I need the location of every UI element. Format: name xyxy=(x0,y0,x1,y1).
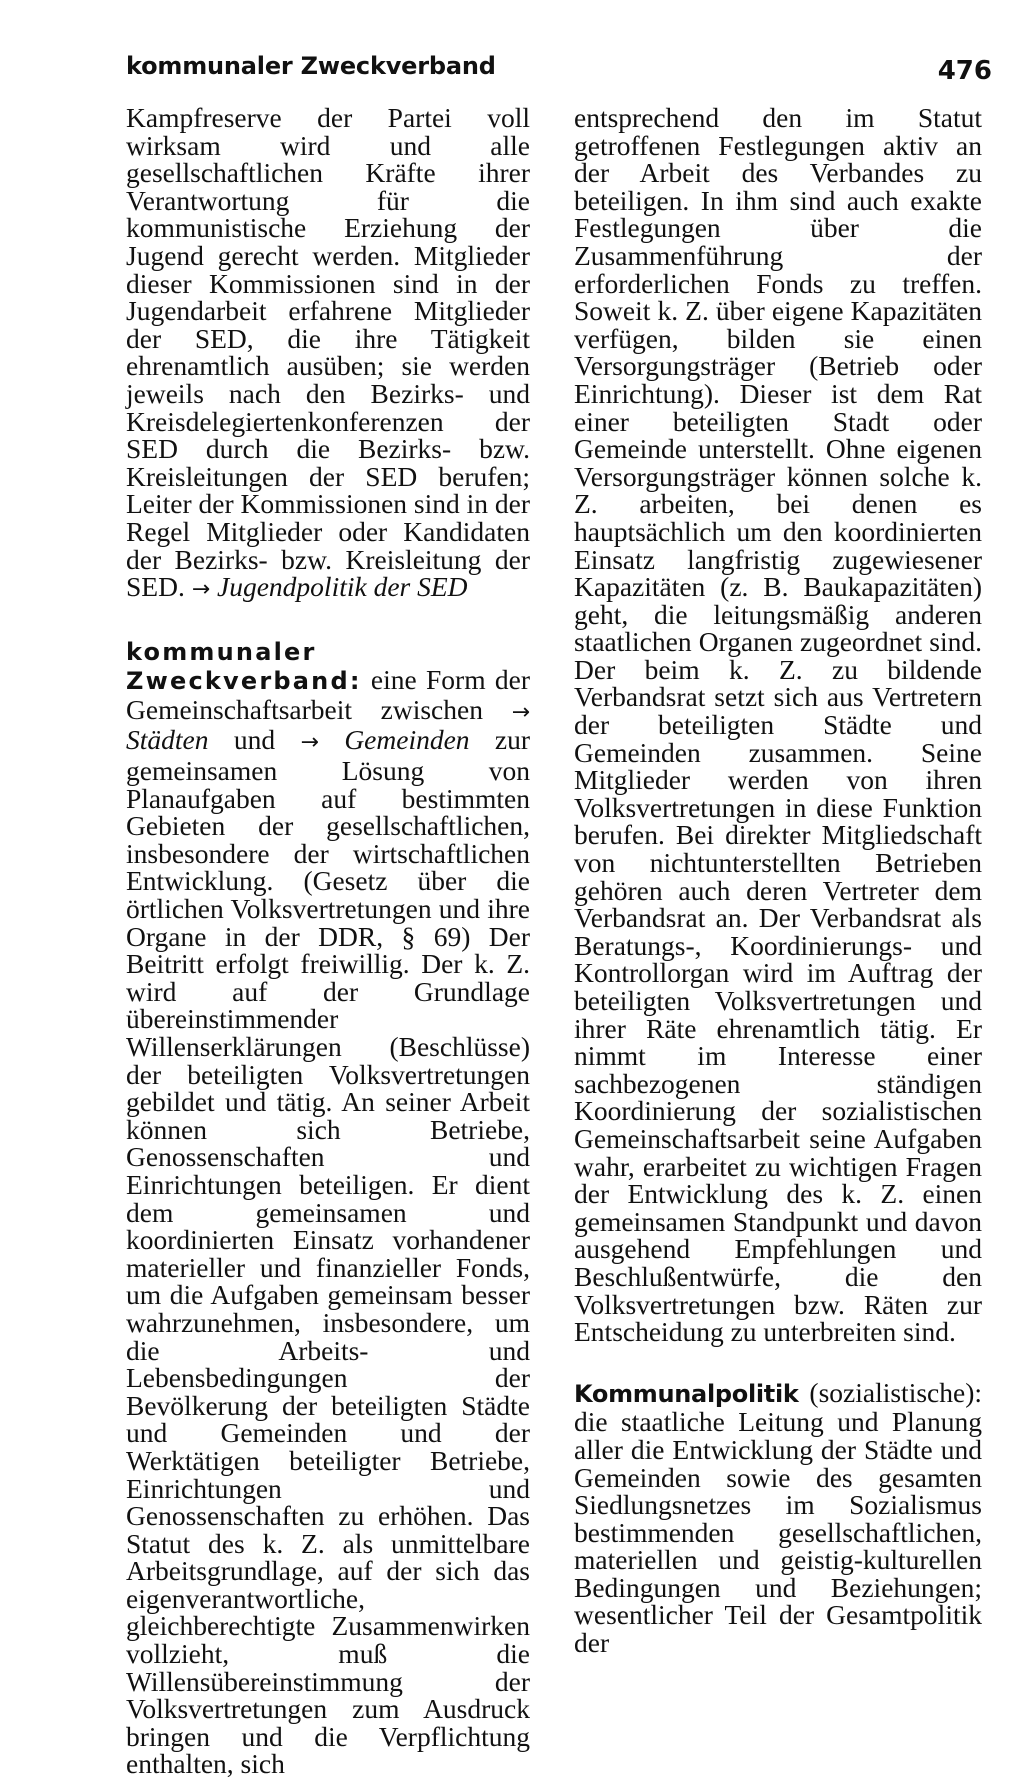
running-head: kommunaler Zweckverband xyxy=(126,52,496,80)
entry-text: und xyxy=(233,724,276,756)
entry-text: (sozialistische): die staatliche Leitung und Planung aller die Entwicklung der Städte und Gemeinden sowie des gesamten Siedlungsnetzes im Sozialismus bestimmenden gesellschaftlichen, materiellen und geistig-kulturellen Bedingungen und Beziehungen; wesentlicher Teil der Gesamtpolitik der xyxy=(574,1376,982,1659)
cross-reference-arrow: → xyxy=(511,699,530,725)
left-column xyxy=(126,104,530,1778)
entry-spacer xyxy=(574,1346,982,1379)
previous-entry-continuation xyxy=(126,104,530,604)
entry-spacer xyxy=(126,604,530,637)
entry-text: zur gemeinsamen Lösung von Planaufgaben auf bestimmten Gebieten der gesellschaftlichen, insbesondere der wirtschaftlichen Entwicklung. (Gesetz über die örtlichen Volksvertretungen und ihre Organe in der DDR, § 69) Der Beitritt erfolgt freiwillig. Der k. Z. wird auf der Grundlage übereinstimmender Willenserklärungen (Beschlüsse) der beteiligten Volksvertretungen gebildet und tätig. An seiner Arbeit können sich Betriebe, Genossenschaften und Einrichtungen beteiligen. Er dient dem gemeinsamen und koordinierten Einsatz vorhandener materieller und finanzieller Fonds, um die Aufgaben gemeinsam besser wahrzunehmen, insbesondere, um die Arbeits- und Lebensbedingungen der Bevölkerung der beteiligten Städte und Gemeinden und der Werktätigen beteiligter Betriebe, Einrichtungen und Genossenschaften zu erhöhen. Das Statut des k. Z. als unmittelbare Arbeitsgrundlage, auf der sich das eigenverantwortliche, gleichberechtigte Zusammenwirken vollzieht, muß die Willensübereinstimmung der Volksvertretungen zum Ausdruck bringen und die Verpflichtung enthalten, sich xyxy=(126,724,531,1779)
right-column xyxy=(574,104,982,1657)
cross-reference-arrow: → xyxy=(191,577,211,603)
cross-reference-arrow: → xyxy=(300,730,319,756)
entry-headword: kommunaler Zweckverband: xyxy=(126,637,362,696)
entry-kommunaler-zweckverband xyxy=(126,637,530,1778)
entry-headword: Kommunalpolitik xyxy=(574,1379,799,1408)
entry-kommunalpolitik xyxy=(574,1376,982,1659)
entry-text: eine Form der Gemeinschaftsarbeit zwischen xyxy=(126,664,530,725)
cross-reference: Städten xyxy=(126,724,209,756)
page-number: 476 xyxy=(937,56,992,86)
cross-reference: Gemeinden xyxy=(344,724,470,756)
cross-reference: Jugendpolitik der SED xyxy=(217,571,468,603)
entry-continuation: entsprechend den im Statut getroffenen Festlegungen aktiv an der Arbeit des Verbandes zu beteiligen. In ihm sind auch exakte Festlegungen über die Zusammenführung der erforderlichen Fonds zu treffen. Soweit k. Z. über eigene Kapazitäten verfügen, bilden sie einen Versorgungsträger (Betrieb oder Einrichtung). Dieser ist dem Rat einer beteiligten Stadt oder Gemeinde unterstellt. Ohne eigenen Versorgungsträger können solche k. Z. arbeiten, bei denen es hauptsächlich um den koordinierten Einsatz langfristig zugewiesener Kapazitäten (z. B. Baukapazitäten) geht, die leitungsmäßig anderen staatlichen Organen zugeordnet sind. Der beim k. Z. zu bildende Verbandsrat setzt sich aus Vertretern der beteiligten Städte und Gemeinden zusammen. Seine Mitglieder werden von ihren Volksvertretungen in diese Funktion berufen. Bei direkter Mitgliedschaft von nichtunterstellten Betrieben gehören auch deren Vertreter dem Verbandsrat an. Der Verbandsrat als Beratungs-, Koordinierungs- und Kontrollorgan wird im Auftrag der beteiligten Volksvertretungen und ihrer Räte ehrenamtlich tätig. Er nimmt im Interesse einer sachbezogenen ständigen Koordinierung der sozialistischen Gemeinschaftsarbeit seine Aufgaben wahr, erarbeitet zu wichtigen Fragen der Entwicklung des k. Z. einen gemeinsamen Standpunkt und davon ausgehend Empfehlungen und Beschlußentwürfe, die den Volksvertretungen bzw. Räten zur Entscheidung zu unterbreiten sind. xyxy=(574,102,982,1348)
continuation-text: Kampfreserve der Partei voll wirksam wird und alle gesellschaftlichen Kräfte ihrer Verantwortung für die kommunistische Erziehung der Jugend gerecht werden. Mitglieder dieser Kommissionen sind in der Jugendarbeit erfahrene Mitglieder der SED, die ihre Tätigkeit ehrenamtlich ausüben; sie werden jeweils nach den Bezirks- und Kreisdelegiertenkonferenzen der SED durch die Bezirks- bzw. Kreisleitungen der SED berufen; Leiter der Kommissionen sind in der Regel Mitglieder oder Kandidaten der Bezirks- bzw. Kreisleitung der SED. xyxy=(126,102,531,603)
